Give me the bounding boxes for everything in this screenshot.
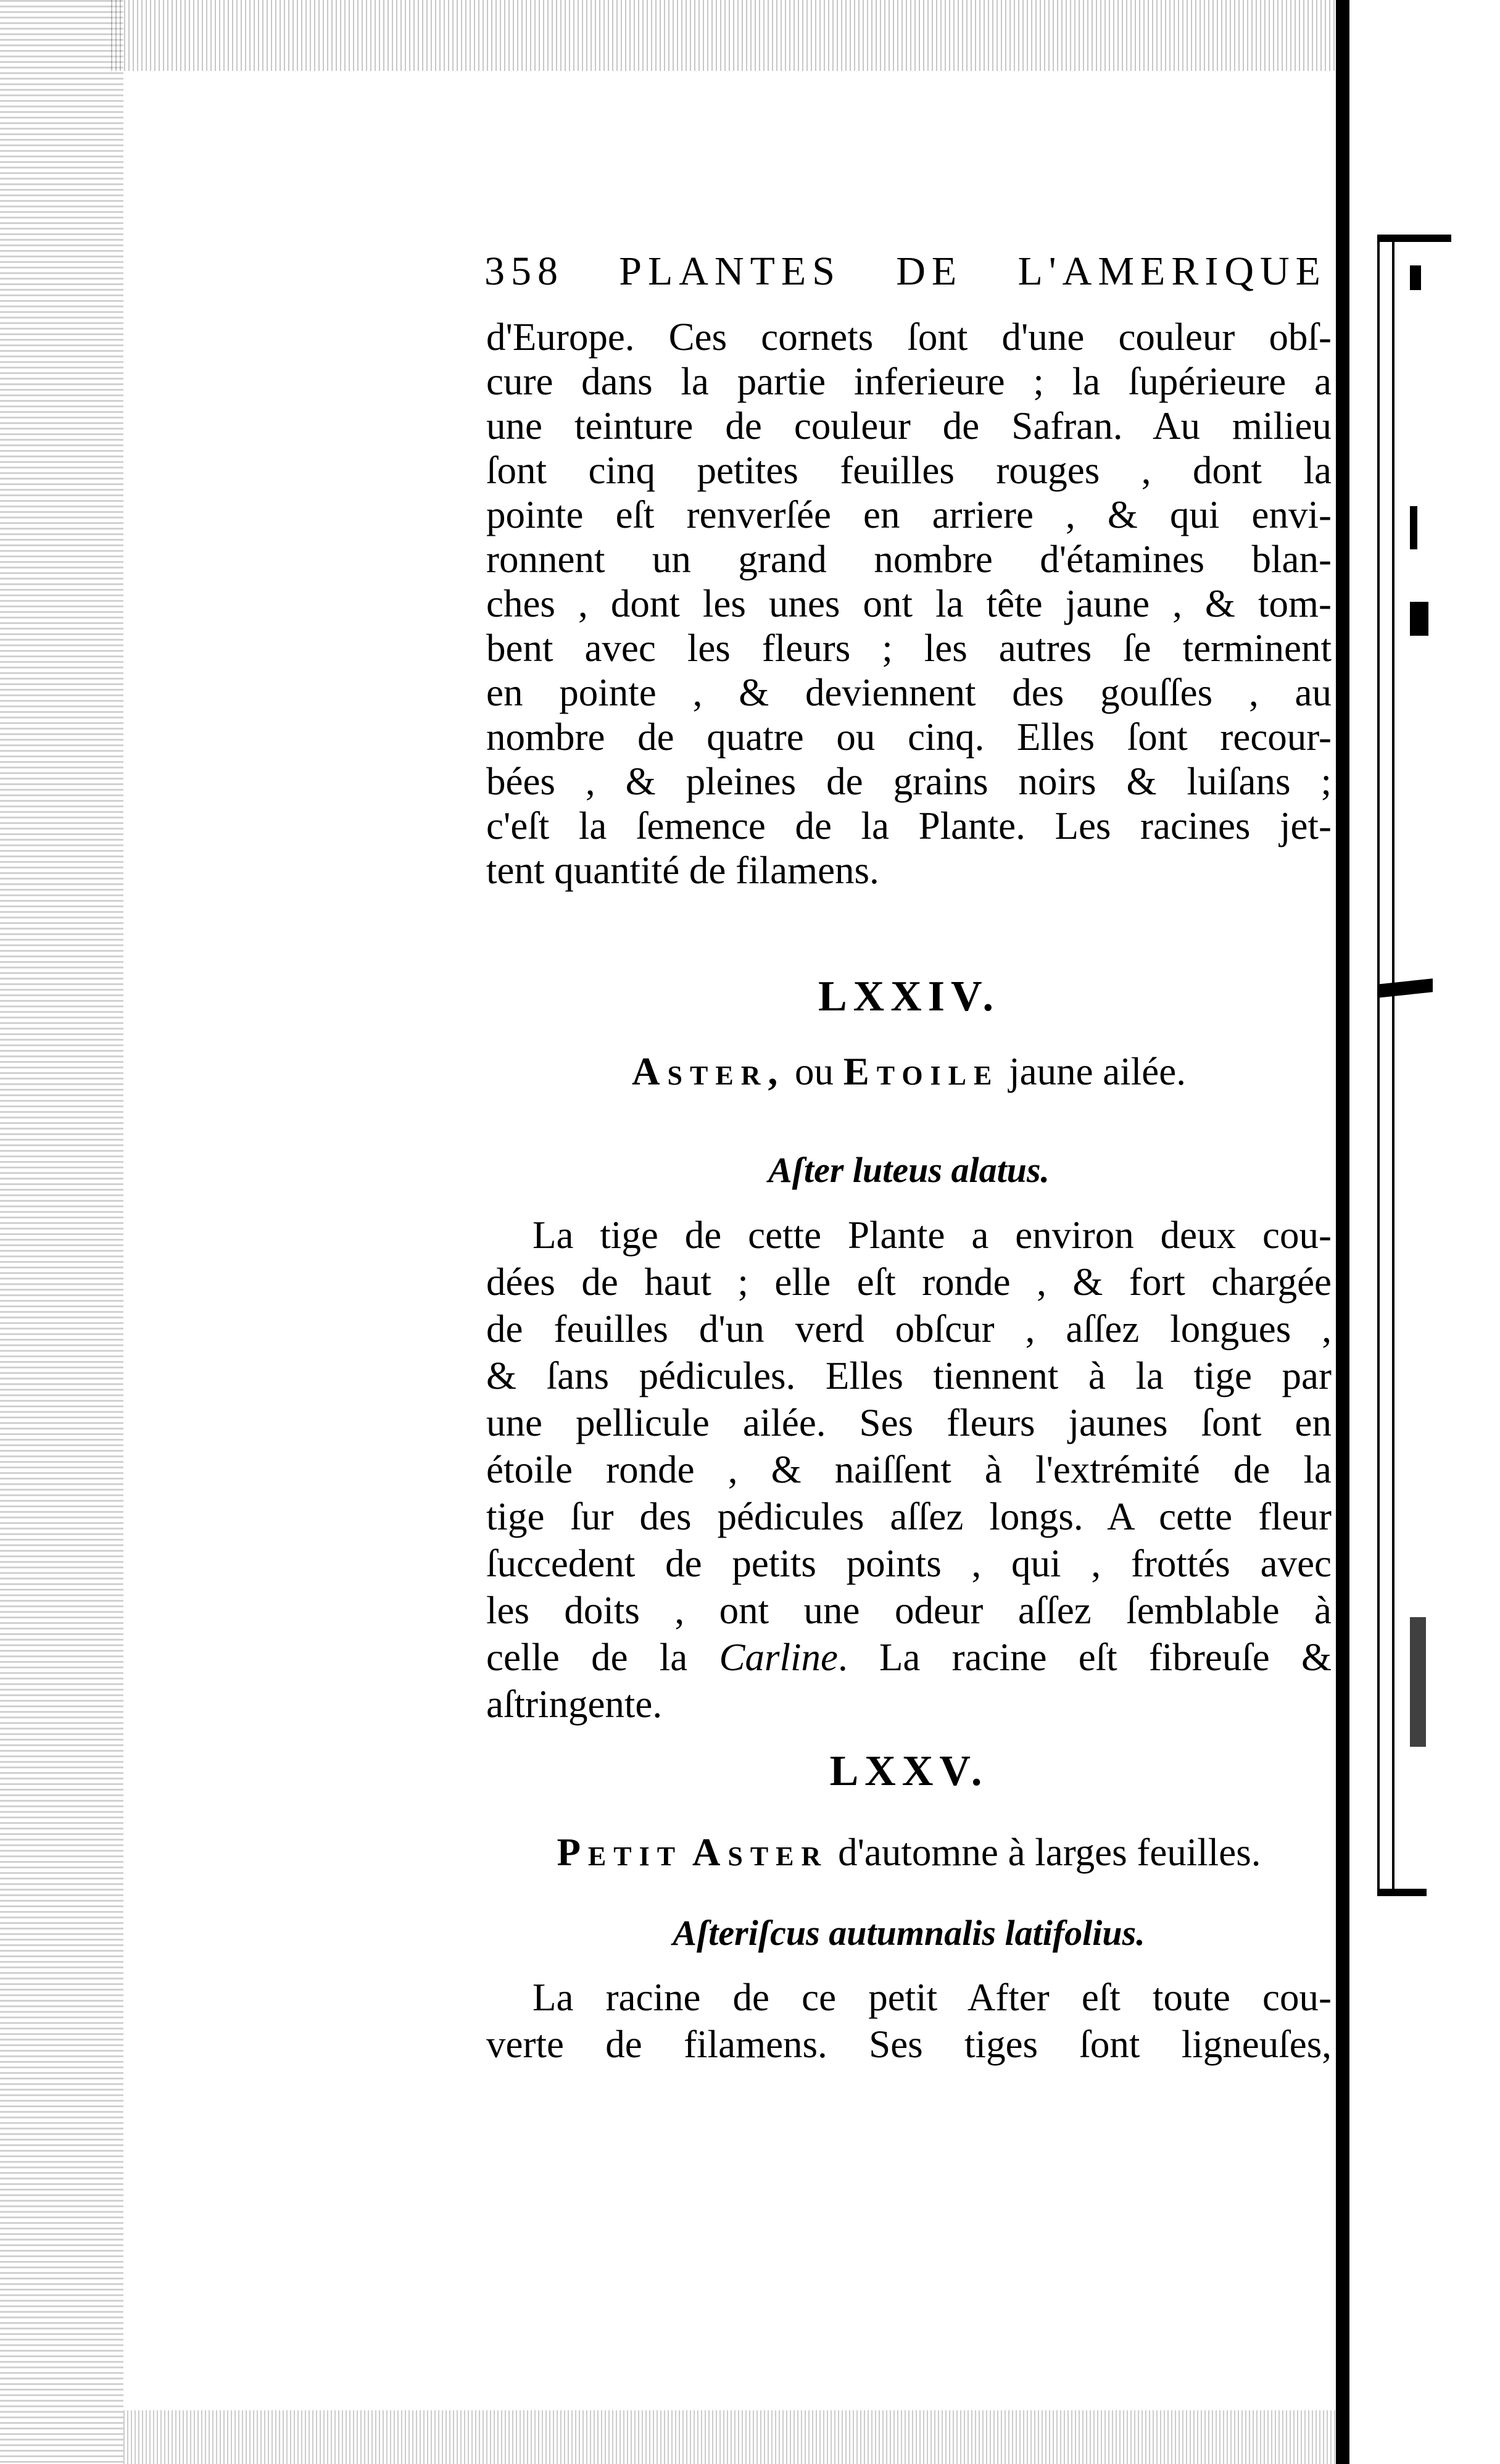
text-line: ſuccedent de petits points , qui , frottés avec [486, 1542, 1332, 1585]
text-line: une teinture de couleur de Safran. Au milieu [486, 404, 1332, 447]
text-fragment: celle de la [486, 1636, 719, 1679]
title-rest: jaune ailée. [999, 1050, 1186, 1093]
text-line: bent avec les fleurs ; les autres ſe terminent [486, 626, 1332, 670]
text-line: ches , dont les unes ont la tête jaune , & tom- [486, 582, 1332, 625]
latin-name: Aſteriſcus autumnalis latifolius. [673, 1913, 1145, 1953]
text-line: cure dans la partie inferieure ; la ſupérieure a [486, 360, 1332, 403]
text-line: c'eſt la ſemence de la Plante. Les racines jet- [486, 804, 1332, 847]
title-word: Aster [692, 1831, 829, 1874]
running-head: 358 PLANTES DE L'AMERIQUE [484, 249, 1327, 294]
text-line: de feuilles d'un verd obſcur , aſſez longues , [486, 1307, 1332, 1351]
title-word: Petit [557, 1831, 683, 1874]
section-numeral: LXXV. [829, 1747, 988, 1795]
latin-name: Aſter luteus alatus. [768, 1150, 1050, 1190]
section-title [486, 1830, 1332, 1875]
text-line: La racine de ce petit After eſt toute cou- [532, 1976, 1332, 2019]
text-line-last: tent quantité de filamens. [486, 849, 879, 892]
text-fragment: . La racine eſt fibreuſe & [837, 1636, 1332, 1679]
title-rest: d'automne à larges feuilles. [828, 1831, 1261, 1874]
italic-plant-name: Carline [719, 1636, 838, 1679]
text-line: les doits , ont une odeur aſſez ſemblable à [486, 1589, 1332, 1632]
text-line: en pointe , & deviennent des gouſſes , au [486, 671, 1332, 714]
text-line: ſont cinq petites feuilles rouges , dont la [486, 449, 1332, 492]
text-line: ronnent un grand nombre d'étamines blan- [486, 538, 1332, 581]
title-word: Aster, [632, 1050, 785, 1093]
text-line: une pellicule ailée. Ses fleurs jaunes ſont en [486, 1401, 1332, 1444]
text-line: tige ſur des pédicules aſſez longs. A cette fleur [486, 1495, 1332, 1538]
title-connector [682, 1831, 692, 1874]
text-line: verte de filamens. Ses tiges ſont ligneuſes, [486, 2023, 1332, 2066]
text-line: pointe eſt renverſée en arriere , & qui envi- [486, 493, 1332, 536]
title-word: Etoile [843, 1050, 1000, 1093]
section-numeral: LXXIV. [818, 973, 1000, 1020]
text-line: dées de haut ; elle eſt ronde , & fort chargée [486, 1260, 1332, 1304]
text-line: La tige de cette Plante a environ deux cou- [532, 1213, 1332, 1257]
text-line: d'Europe. Ces cornets ſont d'une couleur obſ- [486, 315, 1332, 359]
text-line: nombre de quatre ou cinq. Elles ſont recour- [486, 715, 1332, 759]
section-title [486, 1049, 1332, 1094]
text-line: étoile ronde , & naiſſent à l'extrémité de la [486, 1448, 1332, 1491]
title-connector: ou [785, 1050, 843, 1093]
text-line: & ſans pédicules. Elles tiennent à la tige par [486, 1354, 1332, 1397]
text-line [486, 1635, 1332, 1679]
text-line-last: aſtringente. [486, 1683, 663, 1726]
text-line: bées , & pleines de grains noirs & luiſans ; [486, 760, 1332, 803]
